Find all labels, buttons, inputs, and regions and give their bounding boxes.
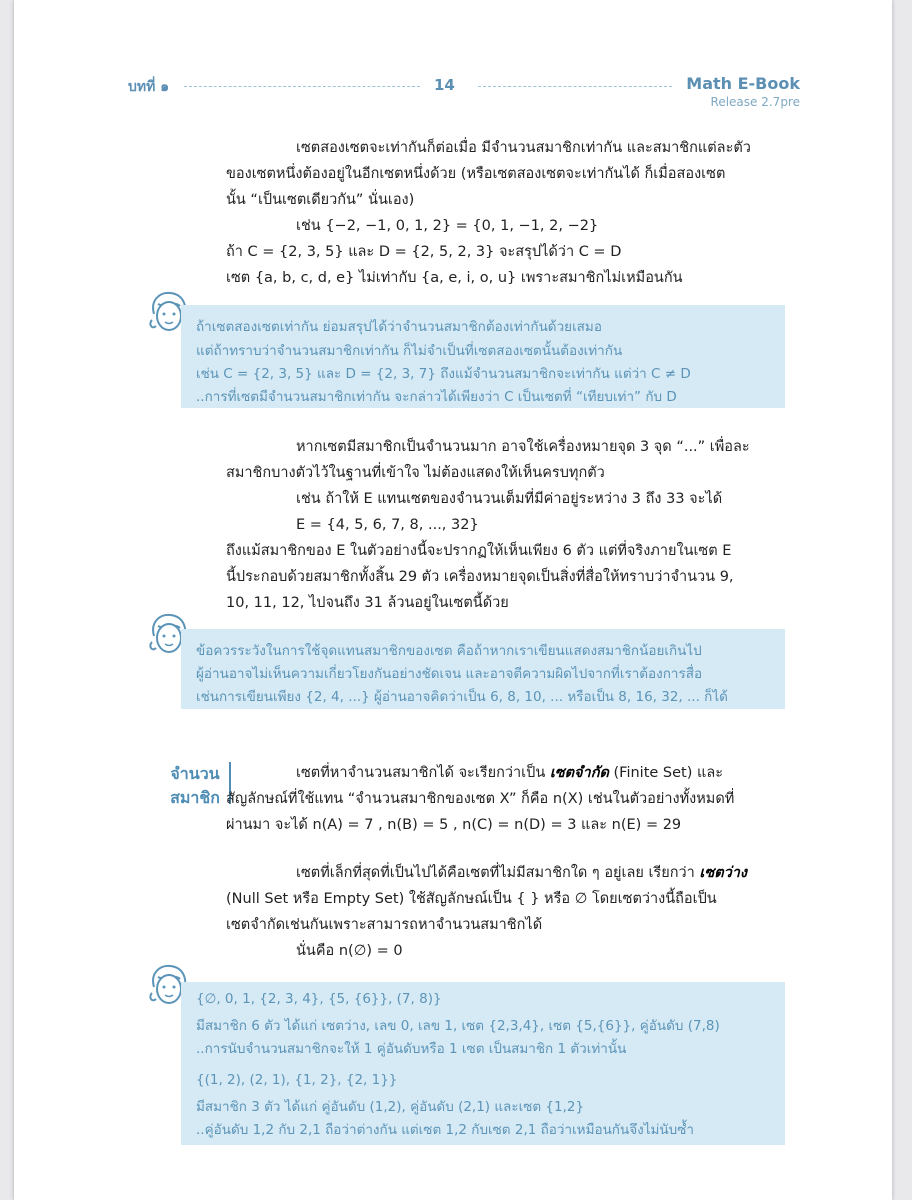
header-divider-left: [184, 86, 420, 87]
note-line: ข้อควรระวังในการใช้จุดแทนสมาชิกของเซต คือถ้าหากเราเขียนแสดงสมาชิกน้อยเกินไป: [196, 643, 702, 659]
note-line: ถ้าเซตสองเซตเท่ากัน ย่อมสรุปได้ว่าจำนวนสมาชิกต้องเท่ากันด้วยเสมอ: [196, 319, 602, 335]
chapter-label: บทที่ ๑: [128, 79, 170, 95]
note-line: ..การนับจำนวนสมาชิกจะให้ 1 คู่อันดับหรือ 1 เซต เป็นสมาชิก 1 ตัวเท่านั้น: [196, 1041, 627, 1057]
paragraph-line: เซตสองเซตจะเท่ากันก็ต่อเมื่อ มีจำนวนสมาชิกเท่ากัน และสมาชิกแต่ละตัว: [296, 140, 751, 156]
note-line: {(1, 2), (2, 1), {1, 2}, {2, 1}}: [196, 1072, 398, 1088]
example-line: เช่น ถ้าให้ E แทนเซตของจำนวนเต็มที่มีค่าอยู่ระหว่าง 3 ถึง 33 จะได้: [296, 491, 723, 507]
paragraph-line: นี้ประกอบด้วยสมาชิกทั้งสิ้น 29 ตัว เครื่องหมายจุดเป็นสิ่งที่สื่อให้ทราบว่าจำนวน 9,: [226, 569, 734, 585]
example-line: เช่น {−2, −1, 0, 1, 2} = {0, 1, −1, 2, −2}: [296, 218, 599, 234]
example-line: E = {4, 5, 6, 7, 8, ..., 32}: [296, 517, 479, 533]
release-label: Release 2.7pre: [710, 95, 800, 109]
note-line: มีสมาชิก 6 ตัว ได้แก่ เซตว่าง, เลข 0, เลข 1, เซต {2,3,4}, เซต {5,{6}}, คู่อันดับ (7,8): [196, 1018, 720, 1034]
paragraph-line: ถึงแม้สมาชิกของ E ในตัวอย่างนี้จะปรากฏให้เห็นเพียง 6 ตัว แต่ที่จริงภายในเซต E: [226, 543, 732, 559]
note-line: เช่น C = {2, 3, 5} และ D = {2, 3, 7} ถึงแม้จำนวนสมาชิกจะเท่ากัน แต่ว่า C ≠ D: [196, 366, 691, 382]
paragraph-line: ของเซตหนึ่งต้องอยู่ในอีกเซตหนึ่งด้วย (หรือเซตสองเซตจะเท่ากันได้ ก็เมื่อสองเซต: [226, 166, 726, 182]
paragraph-line: 10, 11, 12, ไปจนถึง 31 ล้วนอยู่ในเซตนี้ด้วย: [226, 595, 509, 611]
example-line: เซต {a, b, c, d, e} ไม่เท่ากับ {a, e, i, o, u} เพราะสมาชิกไม่เหมือนกัน: [226, 270, 683, 286]
paragraph-line: หากเซตมีสมาชิกเป็นจำนวนมาก อาจใช้เครื่องหมายจุด 3 จุด “...” เพื่อละ: [296, 439, 750, 455]
book-title: Math E-Book: [686, 74, 800, 93]
header-divider-right: [478, 86, 672, 87]
side-heading: สมาชิก: [170, 788, 220, 807]
note-line: แต่ถ้าทราบว่าจำนวนสมาชิกเท่ากัน ก็ไม่จำเป็นที่เซตสองเซตนั้นต้องเท่ากัน: [196, 343, 623, 359]
paragraph-line: สมาชิกบางตัวไว้ในฐานที่เข้าใจ ไม่ต้องแสดงให้เห็นครบทุกตัว: [226, 465, 605, 481]
paragraph-line: เซตที่หาจำนวนสมาชิกได้ จะเรียกว่าเป็น เซตจำกัด (Finite Set) และ: [296, 765, 724, 781]
example-line: ถ้า C = {2, 3, 5} และ D = {2, 5, 2, 3} จะสรุปได้ว่า C = D: [226, 244, 622, 260]
term-null-set: เซตว่าง: [699, 865, 747, 881]
note-line: เช่นการเขียนเพียง {2, 4, ...} ผู้อ่านอาจคิดว่าเป็น 6, 8, 10, ... หรือเป็น 8, 16, 32, ... ก็ได้: [196, 689, 728, 705]
note-line: ..การที่เซตมีจำนวนสมาชิกเท่ากัน จะกล่าวได้เพียงว่า C เป็นเซตที่ “เทียบเท่า” กับ D: [196, 389, 677, 405]
paragraph-line: เซตที่เล็กที่สุดที่เป็นไปได้คือเซตที่ไม่มีสมาชิกใด ๆ อยู่เลย เรียกว่า เซตว่าง: [296, 865, 747, 881]
note-line: มีสมาชิก 3 ตัว ได้แก่ คู่อันดับ (1,2), คู่อันดับ (2,1) และเซต {1,2}: [196, 1099, 585, 1115]
example-line: นั่นคือ n(∅) = 0: [296, 943, 403, 959]
note-line: {∅, 0, 1, {2, 3, 4}, {5, {6}}, (7, 8)}: [196, 991, 442, 1007]
paragraph-line: (Null Set หรือ Empty Set) ใช้สัญลักษณ์เป็น { } หรือ ∅ โดยเซตว่างนี้ถือเป็น: [226, 891, 717, 907]
paragraph-line: สัญลักษณ์ที่ใช้แทน “จำนวนสมาชิกของเซต X” ก็คือ n(X) เช่นในตัวอย่างทั้งหมดที่: [226, 791, 735, 807]
paragraph-line: นั้น “เป็นเซตเดียวกัน” นั่นเอง): [226, 192, 415, 208]
term-finite-set: เซตจำกัด: [549, 765, 609, 781]
side-heading: จำนวน: [170, 764, 220, 783]
page-number: 14: [434, 76, 455, 94]
paragraph-line: ผ่านมา จะได้ n(A) = 7 , n(B) = 5 , n(C) = n(D) = 3 และ n(E) = 29: [226, 817, 682, 833]
note-line: ..คู่อันดับ 1,2 กับ 2,1 ถือว่าต่างกัน แต่เซต 1,2 กับเซต 2,1 ถือว่าเหมือนกันจึงไม่นับซ้ำ: [196, 1122, 694, 1138]
paragraph-line: เซตจำกัดเช่นกันเพราะสามารถหาจำนวนสมาชิกได้: [226, 917, 543, 933]
note-line: ผู้อ่านอาจไม่เห็นความเกี่ยวโยงกันอย่างชัดเจน และอาจตีความผิดไปจากที่เราต้องการสื่อ: [196, 666, 703, 682]
